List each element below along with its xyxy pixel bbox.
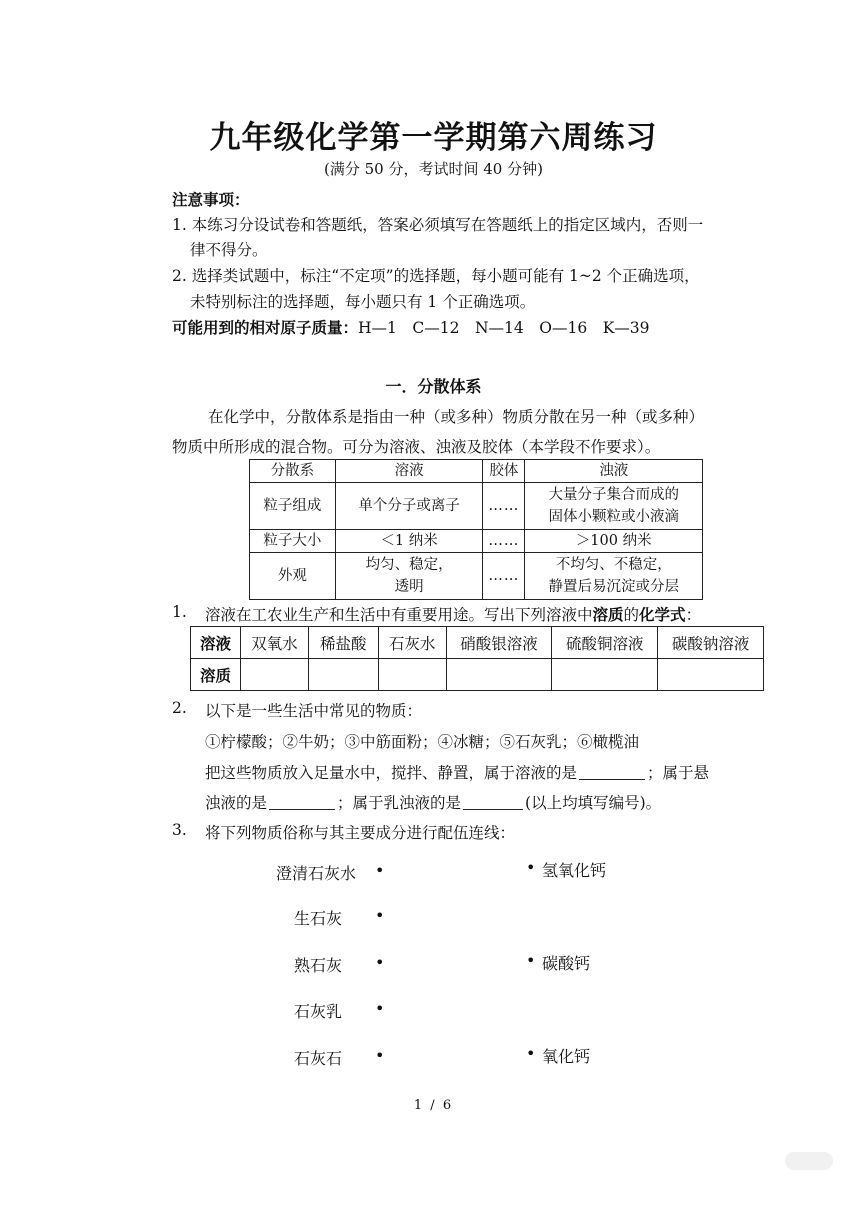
answer-cell[interactable] [240,659,308,691]
table-cell: 粒子组成 [250,483,336,530]
table-row-label: 溶质 [191,659,241,691]
table-cell-line: 均匀、稳定， [365,557,453,573]
table-header-cell: 胶体 [483,460,525,483]
table-cell [335,553,483,600]
match-left-item: 石灰石 [294,1049,343,1068]
notice-heading: 注意事项： [172,191,250,209]
match-left-dot[interactable]: • [375,1046,385,1065]
atomic-mass-line [172,316,650,338]
q1-text-solute: 溶质 [592,606,624,624]
q1-text-e: ： [685,606,702,624]
q2-number: 2. [172,699,187,717]
table-row [250,460,703,483]
table-cell: 双氧水 [240,627,308,659]
q1-text [205,603,701,625]
table-cell: 碳酸钠溶液 [658,627,764,659]
match-left-dot[interactable]: • [375,999,385,1018]
notice-item-2-line-2: 未特别标注的选择题，每小题只有 1 个正确选项。 [190,293,536,311]
table-cell: …… [483,530,525,553]
page-subtitle: (满分 50 分，考试时间 40 分钟) [324,160,543,178]
q2-line-3-a: 把这些物质放入足量水中，搅拌、静置，属于溶液的是 [205,764,578,782]
page-number: 1 / 6 [413,1098,454,1113]
table-cell: 石灰水 [378,627,446,659]
q1-text-c: 的 [623,606,640,624]
q2-line-4-a: 浊液的是 [205,794,268,812]
table-cell-line: 固体小颗粒或小液滴 [548,509,679,525]
table-cell: …… [483,483,525,530]
answer-cell[interactable] [446,659,552,691]
match-left-item: 生石灰 [294,909,343,928]
answer-cell[interactable] [658,659,764,691]
answer-blank-solution[interactable] [579,763,645,780]
table-header-cell: 分散系 [250,460,336,483]
match-left-dot[interactable]: • [375,953,385,972]
answer-cell[interactable] [378,659,446,691]
q3-number: 3. [172,821,187,839]
table-row [250,553,703,600]
q3-text: 将下列物质俗称与其主要成分进行配伍连线： [205,824,516,842]
table-cell: 硝酸银溶液 [446,627,552,659]
table-cell: ＜1 纳米 [335,530,483,553]
q1-text-a: 溶液在工农业生产和生活中有重要用途。写出下列溶液中 [205,606,593,624]
match-right-dot[interactable]: • [526,1044,536,1063]
match-left-item: 石灰乳 [294,1002,343,1021]
table-cell-line: 静置后易沉淀或分层 [548,579,679,595]
table-cell-line: 不均匀、不稳定， [555,557,672,573]
q1-text-formula: 化学式 [639,606,686,624]
atomic-mass-values: H—1 C—12 N—14 O—16 K—39 [358,319,650,337]
q2-line-3-b: ；属于悬 [647,764,710,782]
table-cell: …… [483,553,525,600]
table-cell: 粒子大小 [250,530,336,553]
table-row [250,530,703,553]
table-row [191,659,764,691]
match-right-dot[interactable]: • [526,858,536,877]
section-1-title: 一．分散体系 [385,377,482,396]
table-cell [525,483,703,530]
table-row [250,483,703,530]
solute-table [190,626,764,691]
q1-number: 1. [172,603,187,621]
table-cell-line: 大量分子集合而成的 [548,487,679,503]
q2-line-4 [205,791,661,813]
table-cell: 稀盐酸 [308,627,378,659]
q2-line-3 [205,761,709,783]
table-cell [525,553,703,600]
section-1-intro-line-2: 物质中所形成的混合物。可分为溶液、浊液及胶体（本学段不作要求）。 [172,438,661,456]
match-right-item: 碳酸钙 [542,954,591,973]
table-row [191,627,764,659]
watermark-badge [785,1152,833,1170]
q2-items: ①柠檬酸；②牛奶；③中筋面粉；④冰糖；⑤石灰乳；⑥橄榄油 [205,733,640,751]
atomic-mass-label: 可能用到的相对原子质量： [172,319,359,337]
answer-cell[interactable] [552,659,658,691]
notice-item-1-line-1: 1. 本练习分设试卷和答题纸，答案必须填写在答题纸上的指定区域内，否则一 [172,216,704,234]
table-cell: 硫酸铜溶液 [552,627,658,659]
notice-item-1-line-2: 律不得分。 [190,241,268,259]
notice-item-2-line-1: 2. 选择类试题中，标注“不定项”的选择题，每小题可能有 1~2 个正确选项， [172,267,700,285]
q2-text: 以下是一些生活中常见的物质： [205,702,423,720]
match-left-item: 熟石灰 [294,956,343,975]
answer-cell[interactable] [308,659,378,691]
answer-blank-emulsion[interactable] [463,793,523,810]
table-header-cell: 浊液 [525,460,703,483]
section-1-intro-line-1: 在化学中，分散体系是指由一种（或多种）物质分散在另一种（或多种） [208,408,705,426]
match-left-dot[interactable]: • [375,861,385,880]
match-left-item: 澄清石灰水 [276,864,357,883]
table-row-label: 溶液 [191,627,241,659]
table-cell-line: 透明 [394,579,424,595]
dispersion-table [249,459,703,600]
match-right-dot[interactable]: • [526,951,536,970]
match-right-item: 氢氧化钙 [542,861,607,880]
table-cell: 外观 [250,553,336,600]
q2-line-4-c: (以上均填写编号)。 [525,794,662,812]
match-left-dot[interactable]: • [375,906,385,925]
q2-line-4-b: ；属于乳浊液的是 [337,794,462,812]
answer-blank-suspension[interactable] [269,793,335,810]
table-cell: ＞100 纳米 [525,530,703,553]
match-right-item: 氧化钙 [542,1047,591,1066]
table-cell: 单个分子或离子 [335,483,483,530]
table-header-cell: 溶液 [335,460,483,483]
page-title: 九年级化学第一学期第六周练习 [209,120,658,156]
